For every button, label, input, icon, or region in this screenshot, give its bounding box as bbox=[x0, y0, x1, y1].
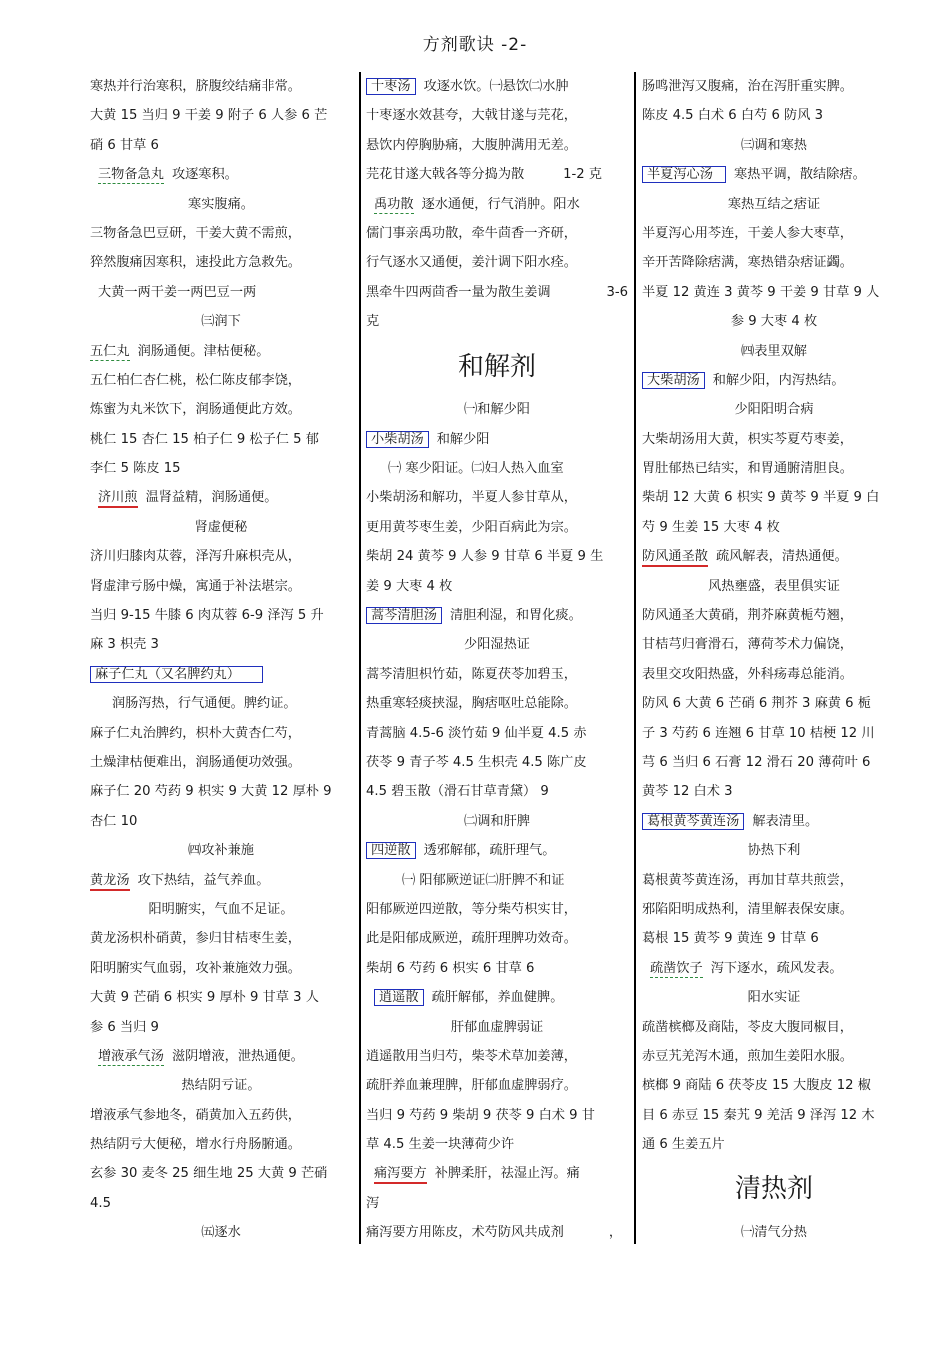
column-divider bbox=[634, 72, 636, 1244]
text-line: 玄参 30 麦冬 25 细生地 25 大黄 9 芒硝 bbox=[90, 1166, 328, 1182]
text-line: 葛根黄芩黄连汤，再加甘草共煎尝， bbox=[642, 872, 853, 888]
section-heading: 和解剂 bbox=[457, 351, 536, 382]
text-line: 儒门事亲禹功散，牵牛茴香一齐研， bbox=[366, 225, 577, 241]
text-line: 热结阴亏大便秘，增水行舟肠腑通。 bbox=[90, 1137, 301, 1153]
formula-name: 禹功散 bbox=[374, 196, 414, 212]
text-line: 当归 9-15 牛膝 6 肉苁蓉 6-9 泽泻 5 升 bbox=[90, 608, 324, 624]
formula-entry bbox=[642, 160, 906, 189]
text-line: 大黄 9 芒硝 6 枳实 9 厚朴 9 甘草 3 人 bbox=[90, 990, 319, 1006]
formula-desc: 解表清里。 bbox=[752, 813, 819, 829]
formula-desc: 疏风解表，清热通便。 bbox=[715, 549, 848, 565]
formula-desc: 润肠泻热，行气通便。脾约证。 bbox=[112, 696, 297, 712]
text-line: 甘桔芎归膏滑石，薄荷芩术力偏饶， bbox=[642, 637, 853, 653]
indication: 协热下利 bbox=[747, 843, 801, 859]
subsection-heading: ㈠和解少阳 bbox=[464, 402, 530, 418]
formula-entry bbox=[366, 836, 628, 865]
formula-entry bbox=[90, 866, 352, 895]
text-line: 防风通圣大黄硝，荆芥麻黄栀芍翘， bbox=[642, 608, 853, 624]
text-line: 麻子仁丸治脾约，枳朴大黄杏仁芍， bbox=[90, 725, 301, 741]
text-line: 逍遥散用当归芍，柴苓术草加姜薄， bbox=[366, 1048, 577, 1064]
text-line: 辛开苦降除痞满，寒热错杂痞证蠲。 bbox=[642, 255, 853, 271]
column-middle bbox=[366, 72, 628, 1244]
text-line: 青蒿脑 4.5-6 淡竹茹 9 仙半夏 4.5 赤 bbox=[366, 725, 587, 741]
formula-desc: 润肠通便。津枯便秘。 bbox=[137, 343, 270, 359]
indication: 少阳湿热证 bbox=[464, 637, 530, 653]
text-line: 麻 3 枳壳 3 bbox=[90, 637, 159, 653]
text-line: 猝然腹痛因寒积，速投此方急救先。 bbox=[90, 255, 301, 271]
indication: 风热壅盛，表里俱实证 bbox=[708, 578, 840, 594]
verse-punct: ， bbox=[608, 1225, 622, 1241]
formula-entry bbox=[90, 1042, 352, 1071]
formula-desc: 攻逐寒积。 bbox=[171, 167, 238, 183]
text-line: 槟榔 9 商陆 6 茯苓皮 15 大腹皮 12 椒 bbox=[642, 1078, 871, 1094]
indication: ㈠ 阳郁厥逆证㈡肝脾不和证 bbox=[402, 872, 565, 888]
text-line: 表里交攻阳热盛，外科疡毒总能消。 bbox=[642, 666, 853, 682]
text-line: 李仁 5 陈皮 15 bbox=[90, 461, 181, 477]
formula-desc: 温肾益精，润肠通便。 bbox=[145, 490, 278, 506]
formula-entry bbox=[366, 72, 628, 101]
text-line: 炼蜜为丸米饮下，润肠通便此方效。 bbox=[90, 402, 301, 418]
formula-name: 济川煎 bbox=[98, 490, 138, 508]
text-line bbox=[366, 278, 628, 307]
formula-desc: 透邪解郁，疏肝理气。 bbox=[423, 843, 556, 859]
text-line: 参 9 大枣 4 枚 bbox=[730, 314, 818, 330]
formula-desc: 和解少阳 bbox=[436, 431, 490, 447]
text-line: 目 6 赤豆 15 秦艽 9 羌活 9 泽泻 12 木 bbox=[642, 1107, 875, 1123]
text-line: 此是阳郁成厥逆，疏肝理脾功效奇。 bbox=[366, 931, 577, 947]
formula-name: 逍遥散 bbox=[374, 989, 424, 1006]
subsection-heading: ㈠清气分热 bbox=[741, 1225, 807, 1241]
text-line: 柴胡 12 大黄 6 枳实 9 黄芩 9 半夏 9 白 bbox=[642, 490, 880, 506]
formula-name: 增液承气汤 bbox=[98, 1048, 164, 1064]
verse-text: 痛泻要方用陈皮，术芍防风共成剂 bbox=[366, 1225, 564, 1241]
formula-desc: 寒热平调，散结除痞。 bbox=[733, 167, 866, 183]
formula-name: 五仁丸 bbox=[90, 343, 130, 359]
text-line: 芍 9 生姜 15 大枣 4 枚 bbox=[642, 519, 780, 535]
formula-name: 四逆散 bbox=[366, 842, 416, 859]
subsection-heading: ㈢调和寒热 bbox=[741, 137, 807, 153]
formula-entry bbox=[90, 660, 352, 689]
page-title: 方剂歌诀 -2- bbox=[422, 35, 528, 55]
text-line: 三物备急巴豆研，干姜大黄不需煎， bbox=[90, 225, 301, 241]
formula-desc: 滋阴增液，泄热通便。 bbox=[171, 1048, 304, 1064]
text-line: 阳郁厥逆四逆散，等分柴芍枳实甘， bbox=[366, 901, 577, 917]
text-line: 桃仁 15 杏仁 15 柏子仁 9 松子仁 5 郁 bbox=[90, 431, 319, 447]
text-line: 泻 bbox=[366, 1195, 380, 1211]
formula-desc: 清胆利湿，和胃化痰。 bbox=[449, 608, 582, 624]
text-line: 杏仁 10 bbox=[90, 813, 138, 829]
text-line: 硝 6 甘草 6 bbox=[90, 137, 159, 153]
text-line: 黄芩 12 白术 3 bbox=[642, 784, 733, 800]
text-line: 参 6 当归 9 bbox=[90, 1019, 159, 1035]
formula-name: 葛根黄芩黄连汤 bbox=[642, 813, 744, 830]
dosage-text: 黑牵牛四两茴香一量为散生姜调 bbox=[366, 284, 551, 300]
text-line: 胃肚郁热已结实，和胃通腑清胆良。 bbox=[642, 461, 853, 477]
text-line: 防风 6 大黄 6 芒硝 6 荆芥 3 麻黄 6 栀 bbox=[642, 696, 871, 712]
subsection-heading: ㈣表里双解 bbox=[741, 343, 807, 359]
dosage-text: 芫花甘遂大戟各等分捣为散 bbox=[366, 167, 525, 183]
text-line: 姜 9 大枣 4 枚 bbox=[366, 578, 453, 594]
indication: 肾虚便秘 bbox=[194, 519, 248, 535]
indication: 寒热互结之痞证 bbox=[727, 196, 821, 212]
text-line: 增液承气参地冬，硝黄加入五药供， bbox=[90, 1107, 301, 1123]
subsection-heading: ㈤逐水 bbox=[201, 1225, 241, 1241]
formula-desc: 补脾柔肝，祛湿止泻。痛 bbox=[434, 1166, 580, 1182]
text-line: 土燥津枯便难出，润肠通便功效强。 bbox=[90, 754, 301, 770]
formula-desc: 逐水通便，行气消肿。阳水 bbox=[421, 196, 580, 212]
indication: ㈠ 寒少阳证。㈡妇人热入血室 bbox=[388, 461, 564, 477]
formula-entry bbox=[366, 1159, 628, 1188]
formula-desc: 攻逐水饮。㈠悬饮㈡水肿 bbox=[423, 79, 569, 94]
column-right bbox=[642, 72, 906, 1244]
formula-name: 半夏泻心汤 bbox=[642, 166, 726, 183]
formula-name: 十枣汤 bbox=[366, 78, 416, 95]
text-line bbox=[366, 1218, 628, 1247]
formula-desc: 泻下逐水，疏风发表。 bbox=[710, 960, 843, 976]
text-line: 黄龙汤枳朴硝黄，参归甘桔枣生姜， bbox=[90, 931, 301, 947]
text-line: 疏凿槟榔及商陆，苓皮大腹同椒目， bbox=[642, 1019, 853, 1035]
text-line: 疏肝养血兼理脾，肝郁血虚脾弱疗。 bbox=[366, 1078, 577, 1094]
dosage-amount: 3-6 bbox=[606, 284, 628, 300]
indication: 阳水实证 bbox=[747, 990, 801, 1006]
text-line: 当归 9 芍药 9 柴胡 9 茯苓 9 白术 9 甘 bbox=[366, 1107, 595, 1123]
formula-name: 痛泻要方 bbox=[374, 1166, 427, 1184]
text-line: 子 3 芍药 6 连翘 6 甘草 10 桔梗 12 川 bbox=[642, 725, 875, 741]
formula-desc: 攻下热结，益气养血。 bbox=[137, 872, 270, 888]
text-line: 更用黄芩枣生姜，少阳百病此为宗。 bbox=[366, 519, 577, 535]
text-line: 蒿芩清胆枳竹茹，陈夏茯苓加碧玉， bbox=[366, 666, 577, 682]
text-line: 茯苓 9 青子芩 4.5 生枳壳 4.5 陈广皮 bbox=[366, 755, 587, 770]
text-line: 陈皮 4.5 白术 6 白芍 6 防风 3 bbox=[642, 108, 823, 124]
text-line: 葛根 15 黄芩 9 黄连 9 甘草 6 bbox=[642, 931, 819, 947]
text-line: 通 6 生姜五片 bbox=[642, 1137, 725, 1153]
text-line: 阳明腑实气血弱，攻补兼施效力强。 bbox=[90, 960, 301, 976]
formula-desc: 和解少阳，内泻热结。 bbox=[712, 372, 845, 388]
text-line: 悬饮内停胸胁痛，大腹肿满用无差。 bbox=[366, 137, 577, 153]
formula-entry bbox=[642, 366, 906, 395]
formula-entry bbox=[90, 160, 352, 189]
formula-name: 黄龙汤 bbox=[90, 873, 130, 891]
formula-entry bbox=[90, 483, 352, 512]
formula-name: 防风通圣散 bbox=[642, 549, 708, 567]
indication: 阳明腑实，气血不足证。 bbox=[148, 901, 294, 917]
indication: 肝郁血虚脾弱证 bbox=[450, 1019, 544, 1035]
text-line: 4.5 bbox=[90, 1195, 111, 1211]
text-line: 小柴胡汤和解功，半夏人参甘草从， bbox=[366, 490, 577, 506]
indication: 寒实腹痛。 bbox=[188, 196, 254, 212]
subsection-heading: ㈣攻补兼施 bbox=[188, 843, 254, 859]
text-line: 五仁柏仁杏仁桃，松仁陈皮郁李饶， bbox=[90, 372, 301, 388]
text-line: 麻子仁 20 芍药 9 枳实 9 大黄 12 厚朴 9 bbox=[90, 784, 332, 800]
formula-entry bbox=[366, 983, 628, 1012]
column-left bbox=[90, 72, 352, 1244]
text-line: 芎 6 当归 6 石膏 12 滑石 20 薄荷叶 6 bbox=[642, 754, 871, 770]
text-line: 草 4.5 生姜一块薄荷少许 bbox=[366, 1137, 515, 1153]
text-line: 半夏 12 黄连 3 黄芩 9 干姜 9 甘草 9 人 bbox=[642, 284, 880, 300]
formula-name: 疏凿饮子 bbox=[650, 960, 703, 976]
indication: 少阳阳明合病 bbox=[734, 402, 814, 418]
text-line: 大柴胡汤用大黄，枳实芩夏芍枣姜， bbox=[642, 431, 853, 447]
dosage-amount: 1-2 克 bbox=[563, 167, 602, 183]
formula-desc: 疏肝解郁，养血健脾。 bbox=[431, 990, 564, 1006]
text-line: 热重寒轻痰挟湿，胸痞呕吐总能除。 bbox=[366, 696, 577, 712]
formula-entry bbox=[366, 425, 628, 454]
indication: 热结阴亏证。 bbox=[181, 1078, 261, 1094]
text-line: 肾虚津亏肠中燥，寓通于补法堪宗。 bbox=[90, 578, 301, 594]
section-heading: 清热剂 bbox=[734, 1174, 813, 1205]
formula-name: 小柴胡汤 bbox=[366, 431, 429, 448]
formula-name: 蒿芩清胆汤 bbox=[366, 607, 442, 624]
text-line: 克 bbox=[366, 314, 380, 330]
text-line bbox=[366, 160, 628, 189]
formula-entry bbox=[90, 337, 352, 366]
formula-entry bbox=[642, 542, 906, 571]
formula-name: 大柴胡汤 bbox=[642, 372, 705, 389]
text-line: 行气逐水又通便，姜汁调下阳水痊。 bbox=[366, 255, 577, 271]
subsection-heading: ㈡调和肝脾 bbox=[464, 813, 530, 829]
formula-name: 麻子仁丸（又名脾约丸） bbox=[90, 666, 263, 683]
text-line: 肠鸣泄泻又腹痛，治在泻肝重实脾。 bbox=[642, 79, 853, 94]
text-line: 大黄一两干姜一两巴豆一两 bbox=[98, 284, 257, 300]
formula-entry bbox=[642, 954, 906, 983]
subsection-heading: ㈢润下 bbox=[201, 314, 241, 330]
text-line: 济川归膝肉苁蓉，泽泻升麻枳壳从， bbox=[90, 549, 301, 565]
formula-entry bbox=[366, 190, 628, 219]
text-line: 赤豆艽羌泻木通，煎加生姜阳水服。 bbox=[642, 1048, 853, 1064]
text-line: 寒热并行治寒积，脐腹绞结痛非常。 bbox=[90, 79, 301, 94]
formula-name: 三物备急丸 bbox=[98, 167, 164, 183]
text-line: 邪陷阳明成热利，清里解表保安康。 bbox=[642, 901, 853, 917]
text-line: 十枣逐水效甚夸，大戟甘遂与芫花， bbox=[366, 108, 577, 124]
text-line: 大黄 15 当归 9 干姜 9 附子 6 人参 6 芒 bbox=[90, 108, 328, 124]
formula-entry bbox=[366, 601, 628, 630]
text-line: 4.5 碧玉散（滑石甘草青黛） 9 bbox=[366, 784, 549, 800]
text-line: 柴胡 6 芍药 6 枳实 6 甘草 6 bbox=[366, 960, 535, 976]
column-divider bbox=[359, 72, 361, 1244]
formula-entry bbox=[642, 807, 906, 836]
text-line: 柴胡 24 黄芩 9 人参 9 甘草 6 半夏 9 生 bbox=[366, 549, 604, 565]
text-line: 半夏泻心用芩连，干姜人参大枣草， bbox=[642, 225, 853, 241]
